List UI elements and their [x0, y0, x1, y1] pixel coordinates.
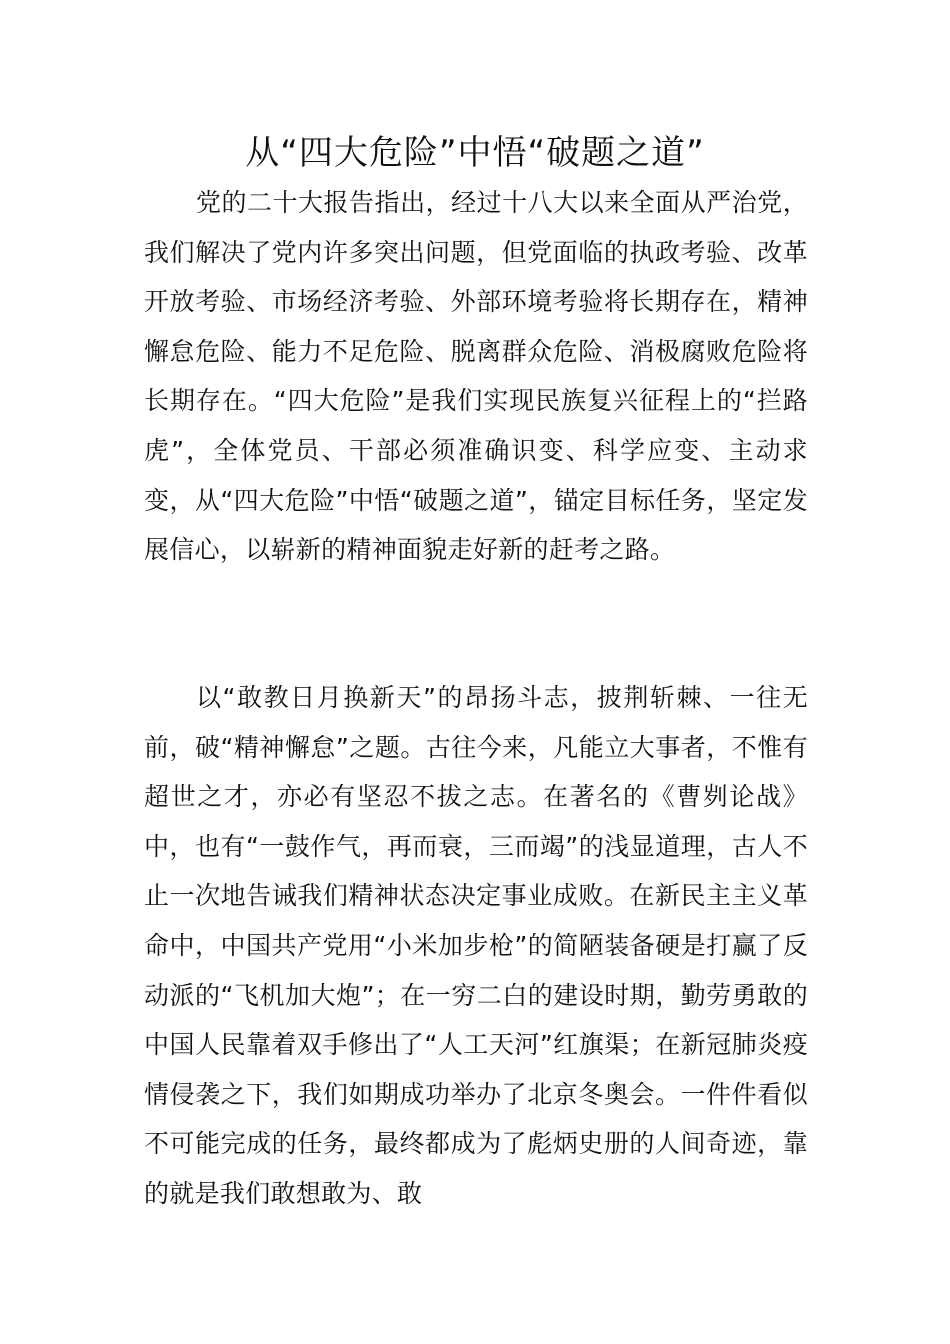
- document-title: 从“四大危险”中悟“破题之道”: [245, 133, 705, 173]
- paragraph-intro: 党的二十大报告指出，经过十八大以来全面从严治党，我们解决了党内许多突出问题，但党面临的执政考验、改革开放考验、市场经济考验、外部环境考验将长期存在，精神懈怠危险、能力不足危险、脱离群众危险、消极腐败危险将长期存在。“四大危险”是我们实现民族复兴征程上的“拦路虎”，全体党员、干部必须准确识变、科学应变、主动求变，从“四大危险”中悟“破题之道”，锚定目标任务，坚定发展信心，以崭新的精神面貌走好新的赶考之路。: [144, 188, 808, 565]
- paragraph-spirit: 以“敢教日月换新天”的昂扬斗志，披荆斩棘、一往无前，破“精神懈怠”之题。古往今来，凡能立大事者，不惟有超世之才，亦必有坚忍不拔之志。在著名的《曹刿论战》中，也有“一鼓作气，再而衰，三而竭”的浅显道理，古人不止一次地告诫我们精神状态决定事业成败。在新民主主义革命中，中国共产党用“小米加步枪”的简陋装备硬是打赢了反动派的“飞机加大炮”；在一穷二白的建设时期，勤劳勇敢的中国人民靠着双手修出了“人工天河”红旗渠；在新冠肺炎疫情侵袭之下，我们如期成功举办了北京冬奥会。一件件看似不可能完成的任务，最终都成为了彪炳史册的人间奇迹，靠的就是我们敢想敢为、敢: [144, 683, 808, 1208]
